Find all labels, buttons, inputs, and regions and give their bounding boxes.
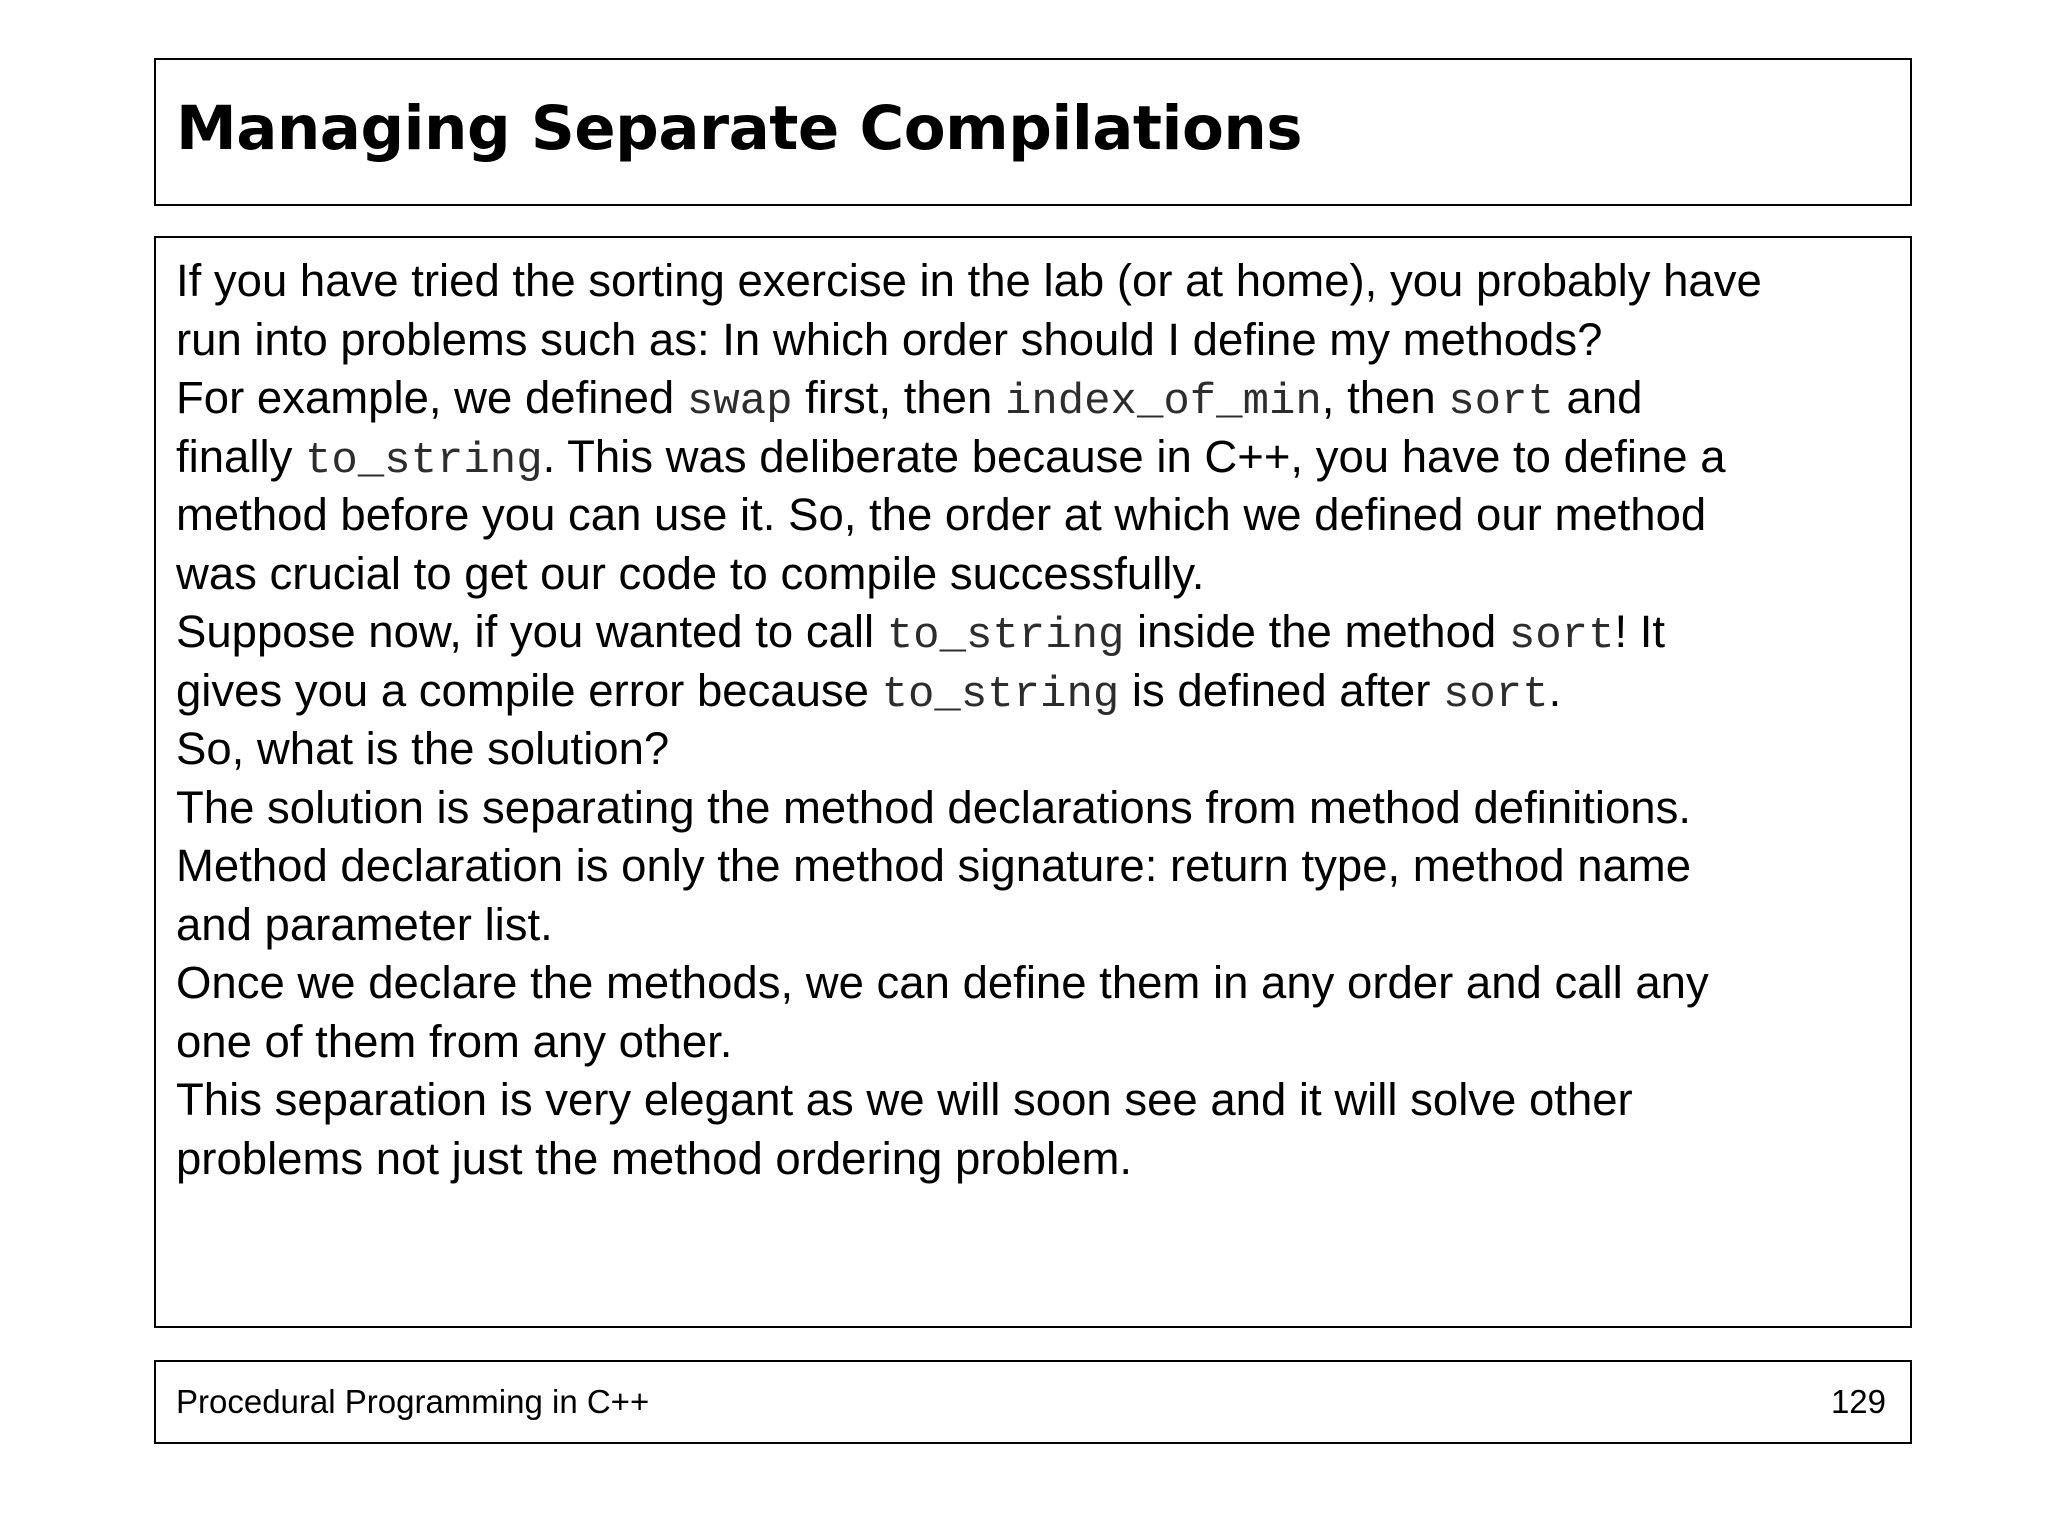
body-line: The solution is separating the method declarations from method definitions. — [176, 781, 1691, 833]
body-text: Suppose now, if you wanted to call — [176, 606, 887, 657]
code-sort: sort — [1448, 377, 1554, 427]
slide-title: Managing Separate Compilations — [176, 93, 1303, 164]
body-line — [176, 369, 1891, 428]
body-line — [176, 428, 1891, 487]
body-text: is defined after — [1119, 664, 1443, 716]
code-to-string: to_string — [886, 611, 1125, 661]
body-line: and parameter list. — [176, 898, 553, 950]
body-text: and — [1553, 372, 1643, 423]
body-line: was crucial to get our code to compile successfully. — [176, 547, 1205, 599]
body-line: problems not just the method ordering problem. — [176, 1132, 1133, 1184]
body-line: run into problems such as: In which order should I define my methods? — [176, 313, 1603, 365]
body-line: Method declaration is only the method signature: return type, method name — [176, 840, 1692, 891]
footer-course-title: Procedural Programming in C++ — [176, 1383, 650, 1420]
code-index-of-min: index_of_min — [1004, 377, 1322, 427]
body-line: If you have tried the sorting exercise in the lab (or at home), you probably have — [176, 255, 1762, 306]
slide-body — [176, 252, 1891, 1188]
code-to-string: to_string — [304, 435, 543, 486]
body-line: So, what is the solution? — [176, 723, 670, 774]
code-swap: swap — [686, 377, 793, 427]
body-text: For example, we defined — [176, 372, 687, 423]
title-box — [154, 58, 1912, 206]
body-line: method before you can use it. So, the order at which we defined our method — [176, 489, 1707, 540]
code-sort: sort — [1443, 669, 1549, 720]
body-text: inside the method — [1124, 606, 1509, 657]
body-line: one of them from any other. — [176, 1015, 733, 1067]
body-line — [176, 603, 1891, 662]
body-text: ! It — [1614, 606, 1666, 657]
body-line: Once we declare the methods, we can define them in any order and call any — [176, 957, 1709, 1008]
body-text: . — [1548, 664, 1562, 716]
page-number: 129 — [1830, 1383, 1886, 1420]
body-text: . This was deliberate because in C++, you have to define a — [542, 430, 1726, 482]
content-box — [154, 236, 1912, 1328]
body-text: gives you a compile error because — [176, 664, 882, 716]
body-text: , then — [1321, 372, 1449, 423]
footer-box — [154, 1360, 1912, 1444]
body-text: finally — [176, 430, 305, 482]
body-line: This separation is very elegant as we will soon see and it will solve other — [176, 1074, 1633, 1125]
code-sort: sort — [1508, 611, 1615, 661]
code-to-string: to_string — [881, 669, 1120, 720]
body-line — [176, 662, 1891, 721]
body-text: first, then — [792, 372, 1005, 423]
